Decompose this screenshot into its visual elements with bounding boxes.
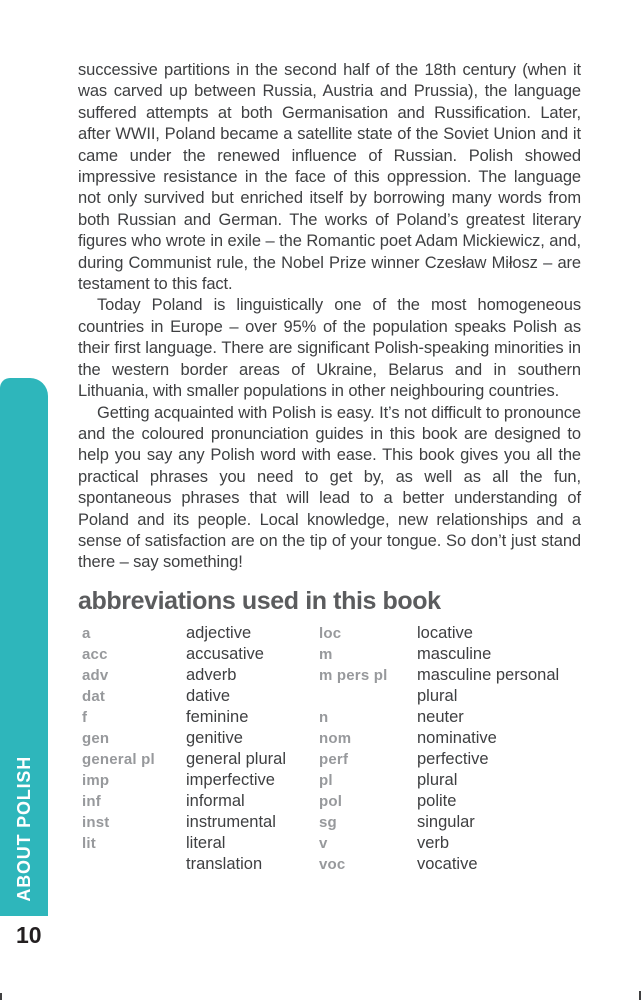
- abbr-label: lit: [82, 834, 96, 852]
- table-row: [82, 749, 581, 770]
- abbr-definition: genitive: [186, 728, 243, 747]
- abbr-definition: nominative: [417, 728, 497, 747]
- abbr-label: general pl: [82, 750, 155, 768]
- abbr-definition: general plural: [186, 749, 286, 768]
- abbr-definition: adjective: [186, 623, 252, 642]
- abbr-definition: singular: [417, 812, 475, 831]
- table-row: [82, 686, 581, 707]
- abbr-definition: literal: [186, 833, 226, 852]
- abbr-definition: neuter: [417, 707, 464, 726]
- table-row: [82, 665, 581, 686]
- paragraph: Today Poland is linguistically one of the most homogeneous countries in Europe – over 95% of the population speaks Polish as their first language. There are significant Polish-speaking minorities in the western border areas of Ukraine, Belarus and in southern Lithuania, with smaller populations in other neighbouring countries.: [78, 296, 581, 401]
- abbr-label: f: [82, 708, 88, 726]
- abbr-definition: perfective: [417, 749, 489, 768]
- abbr-definition: plural: [417, 686, 458, 705]
- abbr-label: inf: [82, 792, 101, 810]
- table-row: [82, 812, 581, 833]
- abbr-label: [319, 686, 417, 707]
- table-row: [82, 770, 581, 791]
- abbr-definition: imperfective: [186, 770, 275, 789]
- abbr-label: pol: [319, 792, 343, 810]
- main-text-column: [78, 60, 581, 875]
- abbr-definition: adverb: [186, 665, 237, 684]
- paragraph: Getting acquainted with Polish is easy. It’s not difficult to pronounce and the coloured pronunciation guides in this book are designed to help you say any Polish word with ease. This book gives you all the practical phrases you need to get by, as well as all the fun, spontaneous phrases that will lead to a better understanding of Poland and its people. Local knowledge, new relationships and a sense of satisfaction are on the tip of your tongue. So don’t just stand there – say something!: [78, 403, 581, 572]
- abbr-definition: informal: [186, 791, 245, 810]
- abbr-label: acc: [82, 645, 108, 663]
- abbr-definition: locative: [417, 623, 473, 642]
- abbr-definition: translation: [186, 854, 263, 873]
- abbr-label: loc: [319, 624, 342, 642]
- abbr-label: imp: [82, 771, 110, 789]
- table-row: [82, 644, 581, 665]
- abbr-definition: masculine: [417, 644, 492, 663]
- abbr-label: m: [319, 645, 333, 663]
- abbr-definition: dative: [186, 686, 231, 705]
- abbr-label: a: [82, 624, 91, 642]
- abbr-definition: instrumental: [186, 812, 276, 831]
- abbr-label: n: [319, 708, 329, 726]
- abbr-definition: vocative: [417, 854, 478, 873]
- abbr-label: gen: [82, 729, 110, 747]
- abbreviations-table: [78, 623, 581, 875]
- abbr-label: perf: [319, 750, 349, 768]
- paragraph: successive partitions in the second half of the 18th century (when it was carved up between Russia, Austria and Prussia), the language suffered attempts at both Germanisation and Russification. Later, after WWII, Poland became a satellite state of the Soviet Union and it came under the renewed influence of Russian. Polish showed impressive resistance in the face of this oppression. The language not only survived but enriched itself by borrowing many words from both Russian and German. The works of Poland’s greatest literary figures who wrote in exile – the Romantic poet Adam Mickiewicz, and, during Communist rule, the Nobel Prize winner Czesław Miłosz – are testament to this fact.: [78, 61, 581, 294]
- abbr-label: adv: [82, 666, 109, 684]
- table-row: [82, 707, 581, 728]
- abbr-label: m pers pl: [319, 666, 388, 684]
- table-row: [82, 833, 581, 854]
- abbr-definition: verb: [417, 833, 450, 852]
- chapter-tab-label: ABOUT POLISH: [13, 756, 34, 902]
- page-number: 10: [16, 922, 42, 948]
- crop-mark: [0, 993, 2, 1000]
- table-row: [82, 854, 581, 875]
- abbr-label: nom: [319, 729, 352, 747]
- abbr-definition: masculine personal: [417, 665, 560, 684]
- abbr-label: [82, 854, 186, 875]
- abbr-label: sg: [319, 813, 337, 831]
- table-row: [82, 623, 581, 644]
- chapter-tab-about-polish: [0, 378, 48, 916]
- abbr-definition: plural: [417, 770, 458, 789]
- table-row: [82, 728, 581, 749]
- abbreviations-heading: abbreviations used in this book: [78, 586, 441, 615]
- abbr-label: v: [319, 834, 328, 852]
- table-row: [82, 791, 581, 812]
- abbr-definition: accusative: [186, 644, 264, 663]
- abbr-label: pl: [319, 771, 333, 789]
- abbr-label: inst: [82, 813, 110, 831]
- abbr-label: dat: [82, 687, 106, 705]
- abbr-definition: polite: [417, 791, 457, 810]
- abbr-label: voc: [319, 855, 346, 873]
- abbr-definition: feminine: [186, 707, 249, 726]
